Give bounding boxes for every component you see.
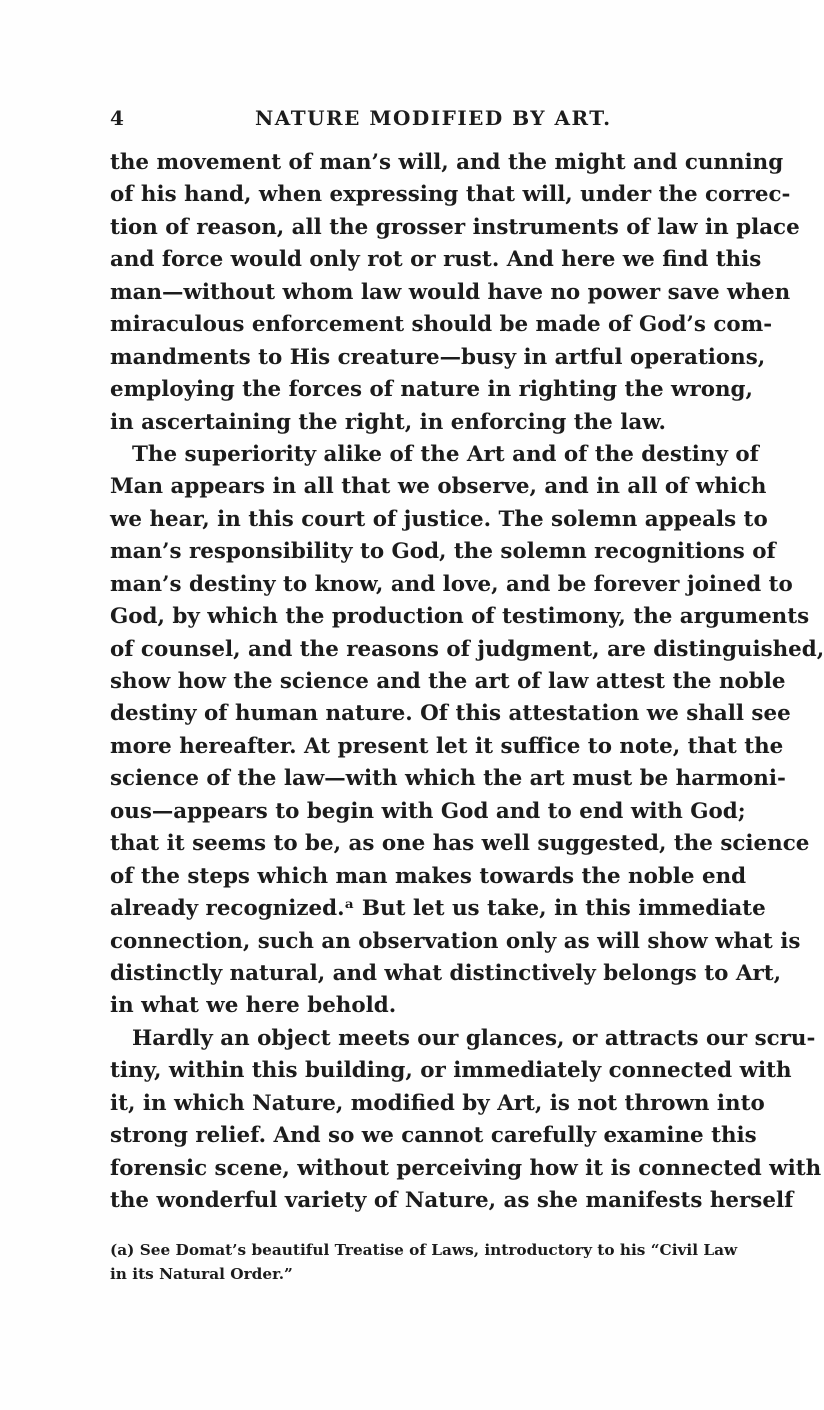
body-text — [110, 147, 824, 1217]
text-line: destiny of human nature. Of this attestation we shall see — [110, 701, 791, 727]
text-line: The superiority alike of the Art and of the destiny of — [132, 441, 759, 467]
text-line: and force would only rot or rust. And here we find this — [110, 247, 762, 273]
text-line: man’s responsibility to God, the solemn recognitions of — [110, 539, 776, 565]
text-line: of his hand, when expressing that will, under the correc- — [110, 182, 791, 208]
text-line: in ascertaining the right, in enforcing the law. — [110, 409, 666, 435]
text-line: mandments to His creature—busy in artful operations, — [110, 344, 766, 370]
footnote-line: (a) See Domat’s beautiful Treatise of Laws, introductory to his “Civil Law — [110, 1241, 738, 1259]
text-line: in what we here behold. — [110, 993, 397, 1019]
text-line: God, by which the production of testimony, the arguments — [110, 604, 810, 630]
running-title: NATURE MODIFIED BY ART. — [255, 106, 612, 130]
text-line: man—without whom law would have no power save when — [110, 279, 791, 305]
text-line: already recognized.ᵃ But let us take, in this immediate — [110, 896, 766, 922]
text-line: the movement of man’s will, and the might and cunning — [110, 150, 784, 175]
text-line: Hardly an object meets our glances, or attracts our scru- — [132, 1025, 816, 1051]
text-line: ous—appears to begin with God and to end with God; — [110, 798, 746, 824]
text-line: forensic scene, without perceiving how it is connected with — [110, 1155, 822, 1181]
text-line: tion of reason, all the grosser instruments of law in place — [110, 214, 800, 240]
text-line: of the steps which man makes towards the noble end — [110, 863, 747, 889]
text-line: man’s destiny to know, and love, and be forever joined to — [110, 571, 793, 597]
text-line: science of the law—with which the art must be harmoni- — [110, 766, 786, 792]
text-line: miraculous enforcement should be made of God’s com- — [110, 312, 773, 338]
text-line: strong relief. And so we cannot carefully examine this — [110, 1123, 757, 1149]
text-line: that it seems to be, as one has well suggested, the science — [110, 831, 810, 857]
text-line: employing the forces of nature in righting the wrong, — [110, 377, 753, 403]
text-line: show how the science and the art of law attest the noble — [110, 669, 786, 694]
footnote — [110, 1238, 738, 1286]
text-line: Man appears in all that we observe, and in all of which — [110, 474, 767, 500]
running-header — [110, 102, 700, 134]
text-line: the wonderful variety of Nature, as she manifests herself — [110, 1188, 794, 1213]
text-line: connection, such an observation only as will show what is — [110, 928, 801, 954]
footnote-line: in its Natural Order.” — [110, 1265, 293, 1283]
text-line: of counsel, and the reasons of judgment, are distinguished, — [110, 636, 824, 662]
text-line: more hereafter. At present let it suffice to note, that the — [110, 733, 784, 759]
text-line: distinctly natural, and what distinctively belongs to Art, — [110, 960, 782, 986]
text-line: tiny, within this building, or immediately connected with — [110, 1058, 792, 1084]
page-number: 4 — [110, 106, 126, 130]
text-line: we hear, in this court of justice. The solemn appeals to — [110, 506, 768, 532]
text-line: it, in which Nature, modified by Art, is not thrown into — [110, 1090, 765, 1116]
